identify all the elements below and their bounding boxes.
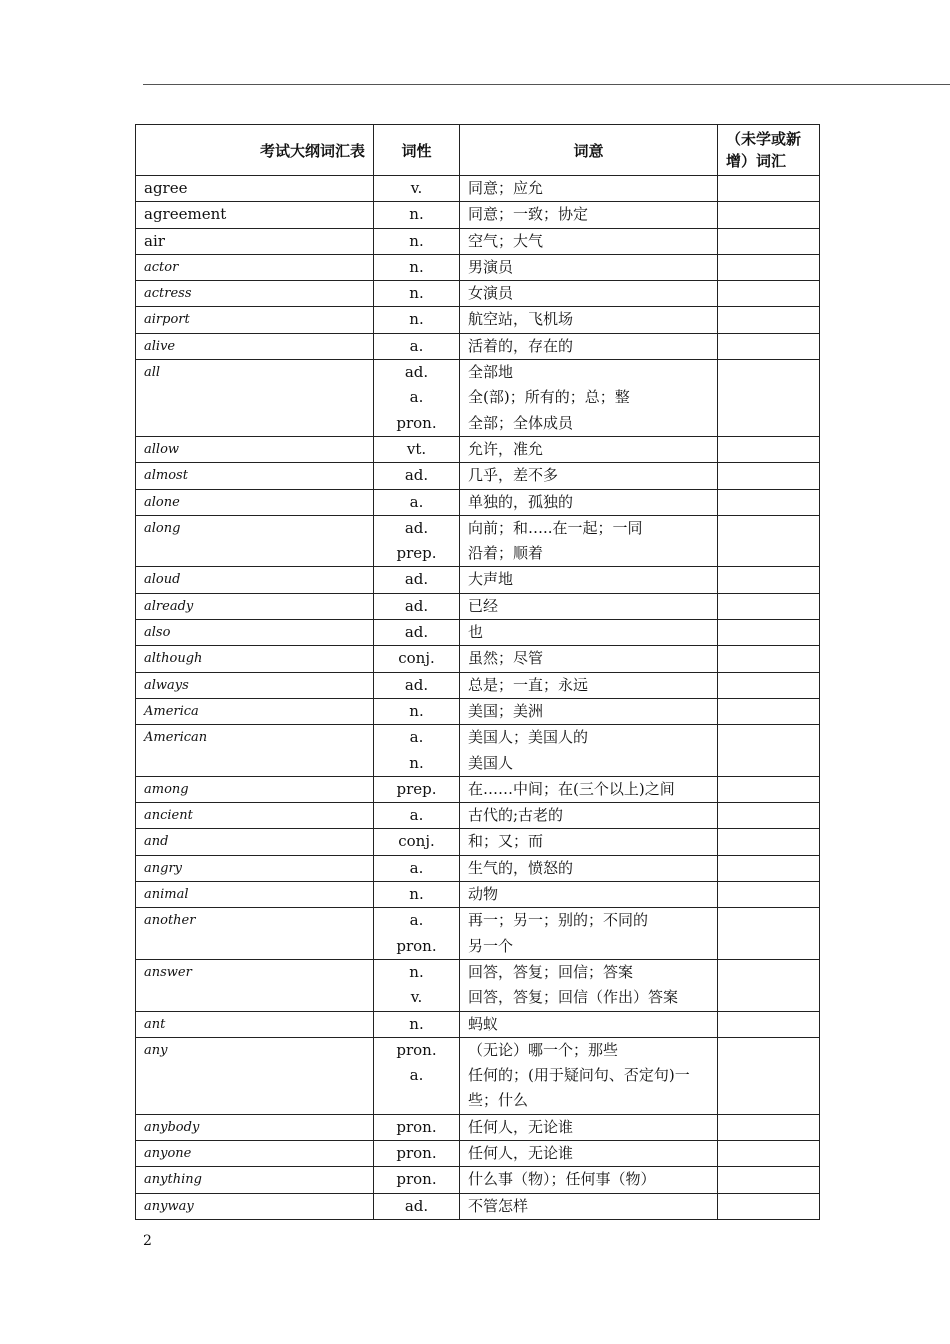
table-row	[136, 672, 820, 698]
vocab-meaning	[460, 463, 718, 489]
meaning-line: 古代的;古老的	[468, 806, 564, 825]
vocab-word	[136, 959, 374, 1011]
vocab-word-text: airport	[144, 312, 190, 328]
vocab-part-of-speech	[374, 1011, 460, 1037]
part-of-speech-line: pron.	[396, 413, 437, 432]
part-of-speech-line: n.	[409, 753, 424, 772]
vocab-meaning	[460, 829, 718, 855]
vocab-word	[136, 646, 374, 672]
part-of-speech-line: n.	[409, 885, 424, 904]
vocab-part-of-speech	[374, 725, 460, 777]
table-row	[136, 360, 820, 437]
vocab-new-cell	[718, 463, 820, 489]
meaning-line: 沿着；顺着	[468, 544, 544, 563]
vocab-meaning	[460, 360, 718, 437]
table-row	[136, 436, 820, 462]
meaning-line: 空气；大气	[468, 231, 544, 250]
vocab-word-text: all	[144, 365, 161, 381]
vocab-new-cell	[718, 333, 820, 359]
meaning-line: 美国人	[468, 753, 514, 772]
table-row	[136, 281, 820, 307]
vocab-word	[136, 698, 374, 724]
meaning-line: 些；什么	[468, 1091, 529, 1110]
vocab-word	[136, 855, 374, 881]
table-row	[136, 646, 820, 672]
table-row	[136, 254, 820, 280]
meaning-line: （无论）哪一个；那些	[468, 1040, 619, 1059]
meaning-line: 女演员	[468, 284, 514, 303]
table-row	[136, 333, 820, 359]
vocab-part-of-speech	[374, 620, 460, 646]
vocab-new-cell	[718, 855, 820, 881]
vocab-word	[136, 803, 374, 829]
vocab-part-of-speech	[374, 463, 460, 489]
vocab-new-cell	[718, 908, 820, 960]
meaning-line: 全部地	[468, 363, 514, 382]
vocab-word-text: allow	[144, 441, 180, 457]
meaning-line: 同意；应允	[468, 179, 544, 197]
vocab-word	[136, 725, 374, 777]
vocab-part-of-speech	[374, 882, 460, 908]
part-of-speech-line: v.	[410, 988, 423, 1007]
vocab-new-cell	[718, 1193, 820, 1219]
vocab-new-cell	[718, 1011, 820, 1037]
vocab-part-of-speech	[374, 646, 460, 672]
vocab-word	[136, 1114, 374, 1140]
vocab-word	[136, 882, 374, 908]
vocab-new-cell	[718, 489, 820, 515]
vocab-part-of-speech	[374, 1114, 460, 1140]
vocab-word	[136, 1193, 374, 1219]
vocab-part-of-speech	[374, 202, 460, 228]
part-of-speech-line: vt.	[406, 439, 427, 458]
part-of-speech-line: n.	[409, 310, 424, 329]
vocab-meaning	[460, 855, 718, 881]
vocab-part-of-speech	[374, 698, 460, 724]
meaning-line: 什么事（物）；任何事（物）	[468, 1170, 656, 1189]
vocab-new-cell	[718, 307, 820, 333]
vocab-meaning	[460, 698, 718, 724]
part-of-speech-line: prep.	[396, 544, 437, 563]
vocab-word	[136, 489, 374, 515]
vocab-new-cell	[718, 1037, 820, 1114]
vocab-word-text: America	[144, 703, 199, 719]
meaning-line: 任何人，无论谁	[468, 1117, 574, 1136]
vocab-word	[136, 593, 374, 619]
meaning-line: 大声地	[468, 570, 514, 589]
vocab-new-cell	[718, 959, 820, 1011]
vocab-new-cell	[718, 776, 820, 802]
vocab-word	[136, 228, 374, 254]
vocab-new-cell	[718, 1114, 820, 1140]
vocab-word-text: although	[144, 651, 203, 667]
part-of-speech-line: pron.	[396, 1117, 437, 1136]
table-row	[136, 1037, 820, 1114]
vocab-new-cell	[718, 1167, 820, 1193]
part-of-speech-line: a.	[409, 1066, 424, 1085]
vocab-word-text: any	[144, 1042, 168, 1058]
vocab-part-of-speech	[374, 959, 460, 1011]
vocab-word-text: always	[144, 677, 189, 693]
table-row	[136, 1167, 820, 1193]
part-of-speech-line: ad.	[404, 623, 429, 642]
vocab-word	[136, 1011, 374, 1037]
table-row	[136, 176, 820, 202]
vocab-new-cell	[718, 360, 820, 437]
table-row	[136, 855, 820, 881]
vocab-new-cell	[718, 202, 820, 228]
vocab-part-of-speech	[374, 672, 460, 698]
part-of-speech-line: conj.	[398, 832, 435, 851]
vocab-word	[136, 254, 374, 280]
vocab-meaning	[460, 882, 718, 908]
vocab-part-of-speech	[374, 829, 460, 855]
vocab-part-of-speech	[374, 254, 460, 280]
table-row	[136, 307, 820, 333]
vocab-word	[136, 620, 374, 646]
vocab-word	[136, 672, 374, 698]
part-of-speech-line: pron.	[396, 1143, 437, 1162]
vocab-meaning	[460, 436, 718, 462]
vocab-meaning	[460, 1037, 718, 1114]
meaning-line: 动物	[468, 885, 499, 904]
vocab-part-of-speech	[374, 515, 460, 567]
header-word: 考试大纲词汇表	[136, 125, 374, 176]
table-row	[136, 1140, 820, 1166]
meaning-line: 全(部)；所有的；总；整	[468, 388, 630, 407]
vocab-word	[136, 436, 374, 462]
vocab-part-of-speech	[374, 567, 460, 593]
meaning-line: 虽然；尽管	[468, 649, 544, 668]
meaning-line: 在……中间；在(三个以上)之间	[468, 779, 675, 798]
part-of-speech-line: a.	[409, 336, 424, 355]
vocab-meaning	[460, 1193, 718, 1219]
table-row	[136, 725, 820, 777]
vocab-word-text: aloud	[144, 572, 181, 588]
part-of-speech-line: ad.	[404, 675, 429, 694]
vocab-part-of-speech	[374, 776, 460, 802]
part-of-speech-line: n.	[409, 231, 424, 250]
vocab-meaning	[460, 254, 718, 280]
vocab-word-text: among	[144, 781, 189, 797]
meaning-line: 几乎，差不多	[468, 466, 559, 485]
meaning-line: 全部；全体成员	[468, 413, 574, 432]
vocab-part-of-speech	[374, 855, 460, 881]
part-of-speech-line: ad.	[404, 466, 429, 485]
vocab-part-of-speech	[374, 908, 460, 960]
table-row	[136, 803, 820, 829]
vocab-part-of-speech	[374, 176, 460, 202]
meaning-line: 活着的，存在的	[468, 336, 574, 355]
vocab-word-text: anybody	[144, 1119, 200, 1135]
table-row	[136, 515, 820, 567]
header-meaning: 词意	[460, 125, 718, 176]
table-row	[136, 1011, 820, 1037]
part-of-speech-line: ad.	[404, 570, 429, 589]
header-part-of-speech: 词性	[374, 125, 460, 176]
vocab-meaning	[460, 803, 718, 829]
table-row	[136, 489, 820, 515]
vocab-part-of-speech	[374, 281, 460, 307]
vocab-word	[136, 307, 374, 333]
vocab-word-text: ancient	[144, 808, 193, 824]
vocab-word	[136, 1167, 374, 1193]
vocab-new-cell	[718, 515, 820, 567]
vocab-new-cell	[718, 593, 820, 619]
table-row	[136, 593, 820, 619]
vocab-new-cell	[718, 646, 820, 672]
table-row	[136, 228, 820, 254]
vocab-word-text: actor	[144, 259, 179, 275]
part-of-speech-line: ad.	[404, 363, 429, 382]
vocab-word-text: animal	[144, 887, 189, 903]
vocab-word-text: almost	[144, 468, 188, 484]
part-of-speech-line: ad.	[404, 1196, 429, 1215]
table-row	[136, 882, 820, 908]
meaning-line: 回答，答复；回信（作出）答案	[468, 988, 679, 1007]
part-of-speech-line: n.	[409, 701, 424, 720]
vocab-word-text: answer	[144, 964, 192, 980]
vocab-meaning	[460, 202, 718, 228]
vocab-new-cell	[718, 829, 820, 855]
vocab-meaning	[460, 1167, 718, 1193]
vocab-meaning	[460, 959, 718, 1011]
vocab-word	[136, 776, 374, 802]
vocab-word	[136, 176, 374, 202]
vocab-new-cell	[718, 228, 820, 254]
vocab-part-of-speech	[374, 360, 460, 437]
vocab-word-text: and	[144, 834, 169, 850]
vocab-word-text: another	[144, 913, 196, 929]
part-of-speech-line: pron.	[396, 1170, 437, 1189]
vocab-word	[136, 202, 374, 228]
vocab-word	[136, 829, 374, 855]
part-of-speech-line: a.	[409, 728, 424, 747]
meaning-line: 同意；一致；协定	[468, 205, 589, 224]
vocab-word-text: anyway	[144, 1198, 194, 1214]
vocab-word	[136, 463, 374, 489]
part-of-speech-line: a.	[409, 858, 424, 877]
meaning-line: 单独的，孤独的	[468, 492, 574, 511]
meaning-line: 美国；美洲	[468, 701, 544, 720]
meaning-line: 和；又；而	[468, 832, 544, 851]
vocab-new-cell	[718, 803, 820, 829]
table-row	[136, 698, 820, 724]
header-new-vocabulary: （未学或新增）词汇	[718, 125, 820, 176]
part-of-speech-line: n.	[409, 284, 424, 303]
vocab-meaning	[460, 1011, 718, 1037]
meaning-line: 回答，答复；回信；答案	[468, 962, 634, 981]
page-number: 2	[143, 1233, 152, 1249]
part-of-speech-line: n.	[409, 257, 424, 276]
table-header-row	[136, 125, 820, 176]
vocab-part-of-speech	[374, 333, 460, 359]
vocab-meaning	[460, 515, 718, 567]
vocab-new-cell	[718, 567, 820, 593]
table-row	[136, 202, 820, 228]
vocab-meaning	[460, 333, 718, 359]
vocab-word	[136, 333, 374, 359]
meaning-line: 允许，准允	[468, 439, 544, 458]
vocab-word-text: agreement	[144, 205, 227, 224]
vocab-word-text: along	[144, 520, 181, 536]
vocab-part-of-speech	[374, 1167, 460, 1193]
part-of-speech-line: ad.	[404, 518, 429, 537]
table-row	[136, 829, 820, 855]
meaning-line: 任何的；(用于疑问句、否定句)一	[468, 1066, 690, 1085]
vocab-word-text: ant	[144, 1016, 166, 1032]
vocab-part-of-speech	[374, 1193, 460, 1219]
vocab-meaning	[460, 776, 718, 802]
vocab-part-of-speech	[374, 436, 460, 462]
vocab-meaning	[460, 176, 718, 202]
vocab-meaning	[460, 307, 718, 333]
meaning-line: 任何人，无论谁	[468, 1143, 574, 1162]
part-of-speech-line: a.	[409, 911, 424, 930]
table-row	[136, 1193, 820, 1219]
vocab-meaning	[460, 725, 718, 777]
vocab-word	[136, 1140, 374, 1166]
meaning-line: 再一；另一；别的；不同的	[468, 911, 649, 930]
meaning-line: 另一个	[468, 936, 514, 955]
table-body	[136, 176, 820, 1220]
meaning-line: 总是；一直；永远	[468, 675, 589, 694]
vocab-meaning	[460, 672, 718, 698]
part-of-speech-line: n.	[409, 205, 424, 224]
part-of-speech-line: prep.	[396, 779, 437, 798]
vocab-new-cell	[718, 698, 820, 724]
vocab-new-cell	[718, 436, 820, 462]
vocab-word	[136, 567, 374, 593]
vocab-new-cell	[718, 672, 820, 698]
table-row	[136, 567, 820, 593]
part-of-speech-line: pron.	[396, 1040, 437, 1059]
part-of-speech-line: conj.	[398, 649, 435, 668]
part-of-speech-line: a.	[409, 806, 424, 825]
vocab-meaning	[460, 228, 718, 254]
vocab-part-of-speech	[374, 593, 460, 619]
vocab-meaning	[460, 620, 718, 646]
vocab-word	[136, 360, 374, 437]
vocabulary-table	[135, 124, 820, 1220]
vocab-word-text: anyone	[144, 1145, 192, 1161]
vocab-meaning	[460, 646, 718, 672]
part-of-speech-line: n.	[409, 962, 424, 981]
vocab-part-of-speech	[374, 489, 460, 515]
vocab-word	[136, 1037, 374, 1114]
vocab-word-text: agree	[144, 179, 188, 197]
vocab-meaning	[460, 281, 718, 307]
vocab-new-cell	[718, 620, 820, 646]
vocab-part-of-speech	[374, 228, 460, 254]
vocab-word-text: already	[144, 598, 194, 614]
vocab-part-of-speech	[374, 307, 460, 333]
vocab-word-text: angry	[144, 860, 183, 876]
vocab-part-of-speech	[374, 1140, 460, 1166]
vocab-part-of-speech	[374, 803, 460, 829]
vocab-word-text: air	[144, 231, 165, 250]
vocab-meaning	[460, 908, 718, 960]
meaning-line: 蚂蚁	[468, 1014, 499, 1033]
vocab-new-cell	[718, 882, 820, 908]
vocab-meaning	[460, 1114, 718, 1140]
meaning-line: 美国人；美国人的	[468, 728, 589, 747]
part-of-speech-line: n.	[409, 1014, 424, 1033]
vocab-new-cell	[718, 1140, 820, 1166]
vocab-word-text: also	[144, 625, 171, 641]
meaning-line: 生气的，愤怒的	[468, 858, 574, 877]
meaning-line: 航空站，飞机场	[468, 310, 574, 329]
vocab-word	[136, 515, 374, 567]
part-of-speech-line: a.	[409, 388, 424, 407]
table-row	[136, 1114, 820, 1140]
meaning-line: 不管怎样	[468, 1196, 529, 1215]
part-of-speech-line: pron.	[396, 936, 437, 955]
vocab-new-cell	[718, 176, 820, 202]
table-row	[136, 463, 820, 489]
vocab-word-text: alive	[144, 338, 176, 354]
table-row	[136, 776, 820, 802]
vocab-new-cell	[718, 725, 820, 777]
vocab-word-text: actress	[144, 286, 192, 302]
vocab-meaning	[460, 489, 718, 515]
meaning-line: 已经	[468, 596, 499, 615]
header-rule	[143, 84, 950, 85]
vocab-word-text: American	[144, 730, 208, 746]
vocab-word	[136, 908, 374, 960]
table-row	[136, 620, 820, 646]
table-row	[136, 908, 820, 960]
vocab-part-of-speech	[374, 1037, 460, 1114]
vocab-new-cell	[718, 281, 820, 307]
vocab-meaning	[460, 593, 718, 619]
part-of-speech-line: a.	[409, 492, 424, 511]
table-row	[136, 959, 820, 1011]
meaning-line: 男演员	[468, 257, 514, 276]
vocab-new-cell	[718, 254, 820, 280]
meaning-line: 也	[468, 623, 484, 642]
vocab-word-text: alone	[144, 494, 180, 510]
meaning-line: 向前；和…..在一起；一同	[468, 518, 643, 537]
part-of-speech-line: v.	[410, 179, 423, 197]
vocab-word-text: anything	[144, 1172, 202, 1188]
vocab-meaning	[460, 567, 718, 593]
part-of-speech-line: ad.	[404, 596, 429, 615]
vocab-word	[136, 281, 374, 307]
vocab-meaning	[460, 1140, 718, 1166]
